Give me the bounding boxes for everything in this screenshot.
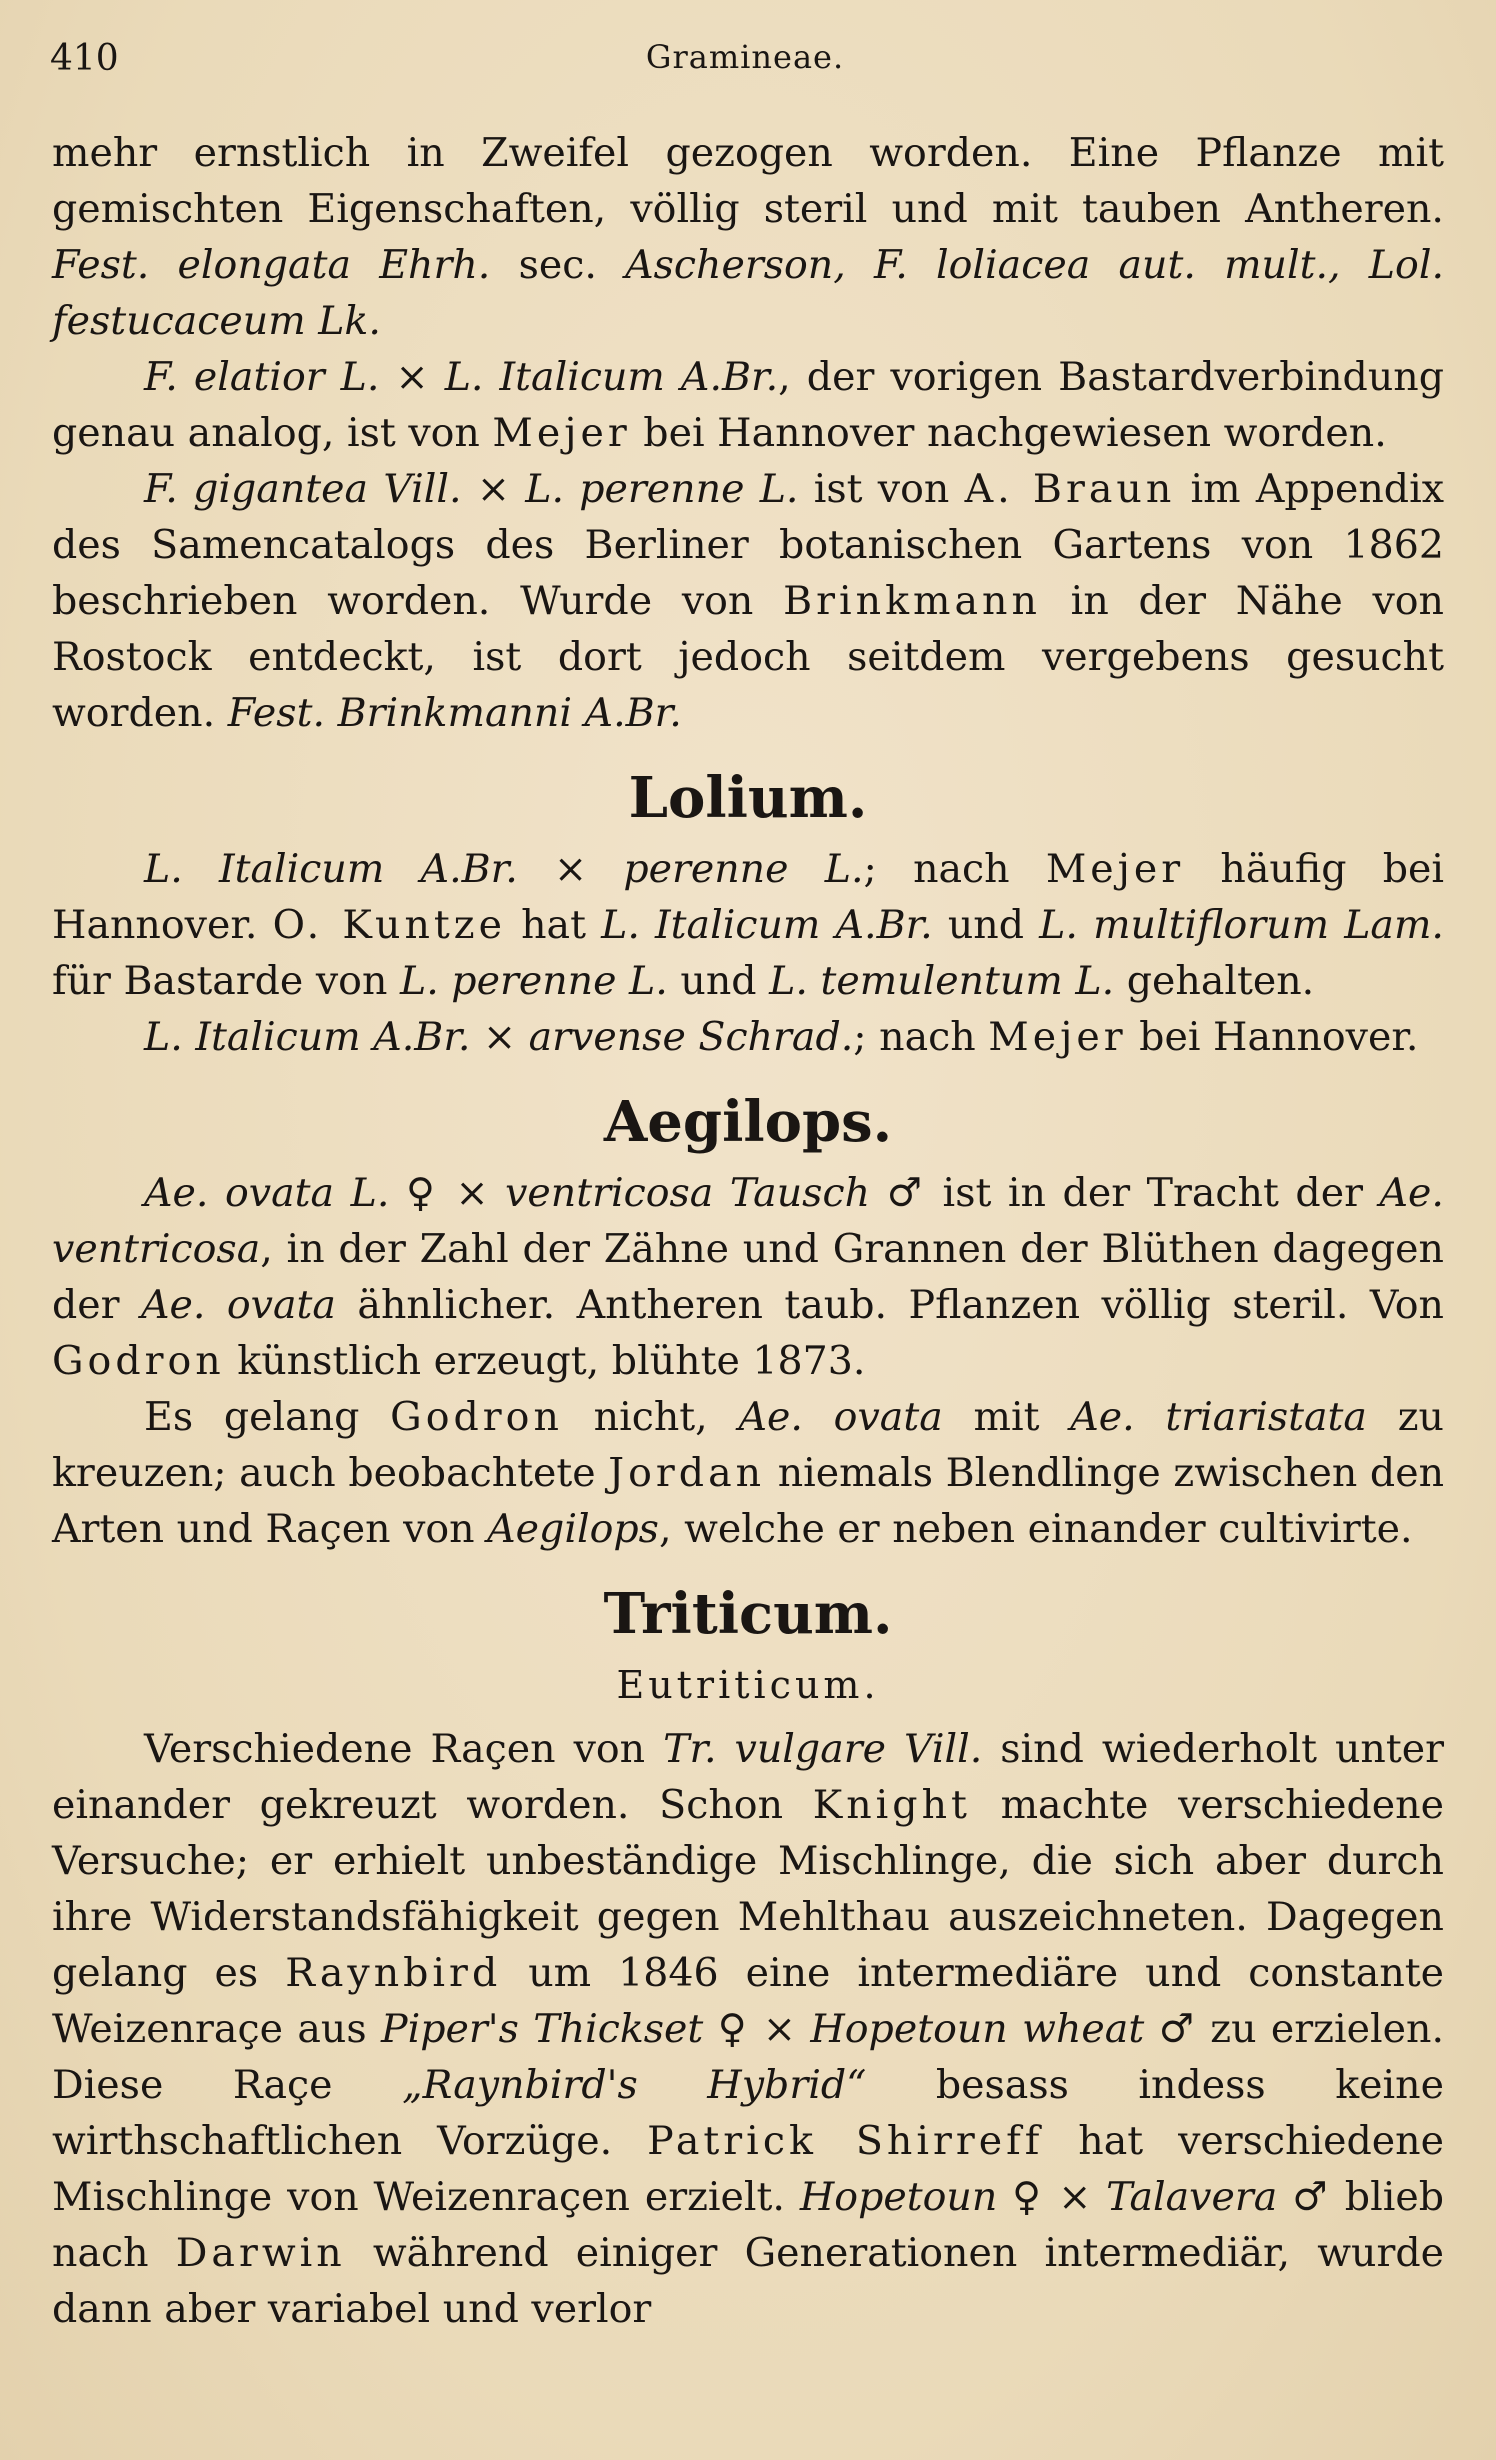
- text: nicht,: [562, 1394, 739, 1440]
- paragraph: [52, 349, 1444, 461]
- taxon-name: L. Italicum A.Br. × perenne L.: [144, 846, 864, 892]
- text: künstlich erzeugt, blühte 1873.: [224, 1338, 866, 1384]
- section-heading-lolium: Lolium.: [628, 765, 868, 831]
- author-name: Raynbird: [285, 1950, 502, 1996]
- text: sind wiederholt unter einander gekreuzt worden. Schon: [52, 1726, 1444, 1828]
- text: besass indess keine wirthschaftlichen Vorzüge.: [52, 2062, 1444, 2164]
- text: häufig bei Hannover.: [52, 846, 1445, 948]
- text: bei Hannover nachgewiesen worden.: [630, 410, 1387, 456]
- taxon-name: Piper's Thickset ♀ × Hopetoun wheat ♂: [381, 2006, 1196, 2052]
- author-name: Brinkmann: [783, 578, 1041, 624]
- taxon-name: L. Italicum A.Br.: [601, 902, 933, 948]
- text: , welche er neben einander cultivirte.: [658, 1506, 1413, 1552]
- text: hat verschiedene Mischlinge von Weizenraçen erzielt.: [52, 2118, 1444, 2220]
- text: blieb nach: [52, 2174, 1444, 2276]
- author-name: Godron: [52, 1338, 225, 1384]
- paragraph: [52, 1009, 1444, 1065]
- page-header: [50, 38, 1440, 88]
- taxon-name: F. gigantea Vill. × L. perenne L.: [144, 466, 799, 512]
- running-title: Gramineae.: [645, 38, 845, 76]
- section-heading-aegilops: Aegilops.: [603, 1089, 893, 1155]
- paragraph: [52, 125, 1444, 349]
- paragraph: [52, 461, 1444, 741]
- author-name: Darwin: [175, 2230, 346, 2276]
- text: ist von: [798, 466, 965, 512]
- text: im Appendix des Samencatalogs des Berliner botanischen Gartens von 1862 beschrieben worden. Wurde von: [52, 466, 1444, 624]
- author-name: Mejer: [1045, 846, 1185, 892]
- subsection-heading-eutriticum: Eutriticum.: [616, 1663, 880, 1707]
- taxon-name: Tr. vulgare Vill.: [663, 1726, 983, 1772]
- page-body: [52, 125, 1444, 2337]
- taxon-name: „Raynbird's Hybrid“: [402, 2062, 867, 2108]
- taxon-name: Fest. elongata Ehrh.: [52, 242, 491, 288]
- text: hat: [505, 902, 602, 948]
- author-name: Knight: [812, 1782, 971, 1828]
- taxon-name: L. perenne L.: [399, 958, 668, 1004]
- taxon-name: Ae. ovata L. ♀ × ventricosa Tausch ♂: [144, 1170, 926, 1216]
- text: und: [932, 902, 1040, 948]
- taxon-name: Fest. Brinkmanni A.Br.: [227, 690, 682, 736]
- taxon-name: Aegilops: [487, 1506, 659, 1552]
- author-name: O. Kuntze: [272, 902, 506, 948]
- paragraph: [52, 1721, 1444, 2337]
- taxon-name: Hopetoun ♀ × Talavera ♂: [799, 2174, 1330, 2220]
- text: Verschiedene Raçen von: [144, 1726, 664, 1772]
- taxon-name: F. elatior L. × L. Italicum A.Br.: [144, 354, 779, 400]
- text: ; nach: [853, 1014, 989, 1060]
- text: und: [667, 958, 770, 1004]
- text: machte verschiedene Versuche; er erhielt unbeständige Mischlinge, die sich aber durch ihre Widerstandsfähigkeit gegen Mehlthau auszeichneten. Dagegen gelang es: [52, 1782, 1444, 1996]
- text: , der vorigen Bastardverbindung genau analog, ist von: [52, 354, 1444, 456]
- taxon-name: Ae. ovata: [738, 1394, 943, 1440]
- text: , in der Zahl der Zähne und Grannen der Blüthen dagegen der: [52, 1226, 1444, 1328]
- text: ; nach: [863, 846, 1046, 892]
- text: ähnlicher. Antheren taub. Pflanzen völlig steril. Von: [335, 1282, 1444, 1328]
- text: mit: [942, 1394, 1071, 1440]
- taxon-name: Ae. ventricosa: [52, 1170, 1444, 1272]
- text: Es gelang: [144, 1394, 391, 1440]
- text: zu kreuzen; auch beobachtete: [52, 1394, 1444, 1496]
- author-name: Mejer: [988, 1014, 1127, 1060]
- text: niemals Blendlinge zwischen den Arten und Raçen von: [52, 1450, 1445, 1552]
- paragraph: [52, 841, 1444, 1009]
- author-name: Jordan: [608, 1450, 766, 1496]
- text: ist in der Tracht der: [926, 1170, 1380, 1216]
- author-name: Godron: [390, 1394, 563, 1440]
- taxon-name: Ae. triaristata: [1070, 1394, 1367, 1440]
- text: zu erzielen. Diese Raçe: [52, 2006, 1444, 2108]
- text: mehr ernstlich in Zweifel gezogen worden. Eine Pflanze mit gemischten Eigenschaften, völlig steril und mit tauben Antheren.: [52, 130, 1444, 232]
- text: gehalten.: [1114, 958, 1315, 1004]
- author-name: Patrick Shirreff: [647, 2118, 1044, 2164]
- text: sec.: [490, 242, 626, 288]
- author-name: Mejer: [492, 410, 631, 456]
- taxon-name: L. Italicum A.Br. × arvense Schrad.: [144, 1014, 854, 1060]
- text: bei Hannover.: [1126, 1014, 1419, 1060]
- taxon-name: L. temulentum L.: [769, 958, 1115, 1004]
- paragraph: [52, 1165, 1444, 1389]
- taxon-name: Ascherson, F. loliacea aut. mult., Lol. festucaceum Lk.: [52, 242, 1445, 344]
- text: um 1846 eine intermediäre und constante Weizenraçe aus: [52, 1950, 1445, 2052]
- text: während einiger Generationen intermediär, wurde dann aber variabel und verlor: [52, 2230, 1445, 2332]
- text: für Bastarde von: [52, 958, 400, 1004]
- paragraph: [52, 1389, 1444, 1557]
- author-name: A. Braun: [964, 466, 1176, 512]
- text: in der Nähe von Rostock entdeckt, ist dort jedoch seitdem vergebens gesucht worden.: [52, 578, 1444, 736]
- taxon-name: Ae. ovata: [140, 1282, 336, 1328]
- page-number: 410: [50, 38, 119, 79]
- taxon-name: L. multiflorum Lam.: [1039, 902, 1444, 948]
- section-heading-triticum: Triticum.: [603, 1581, 893, 1647]
